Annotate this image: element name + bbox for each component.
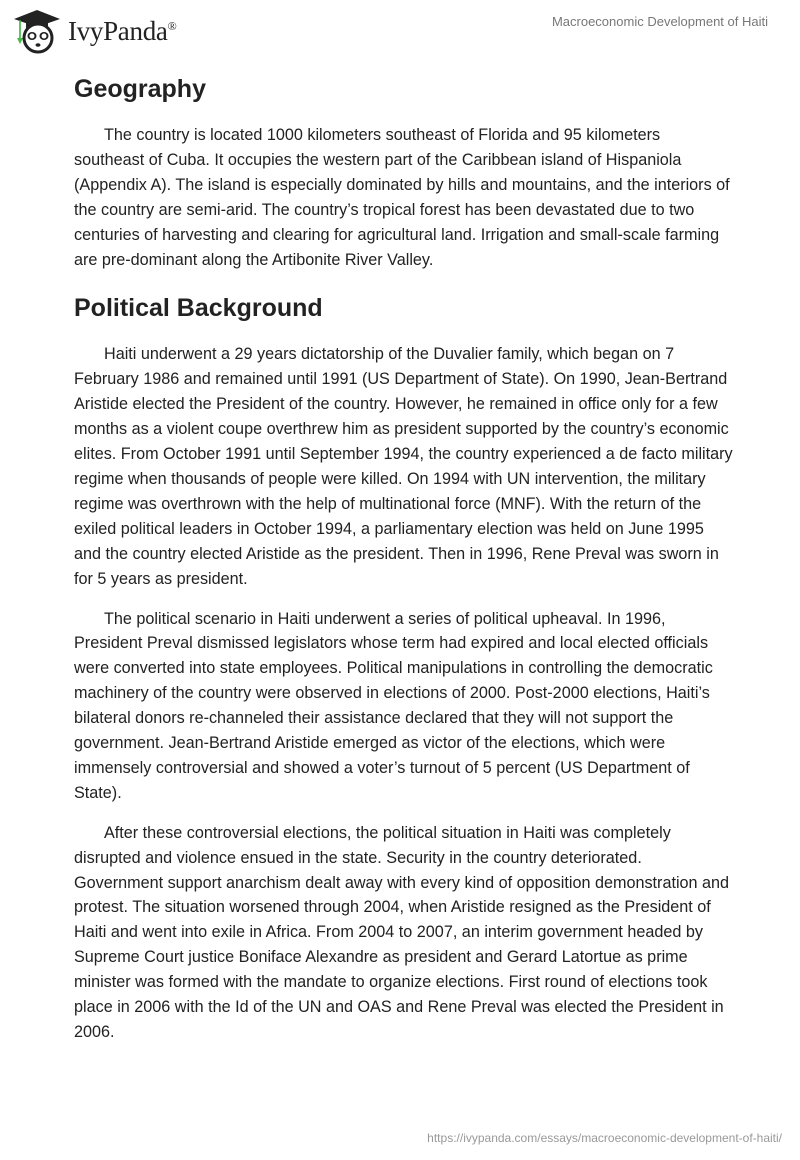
- paragraph: The political scenario in Haiti underwent a series of political upheaval. In 1996, President Preval dismissed legislators whose term had expired and local elected officials were converted into state employees. Political manipulations in controlling the democratic machinery of the country were observed in elections of 2000. Post-2000 elections, Haiti’s bilateral donors re-channeled their assistance declared that they will not support the government. Jean-Bertrand Aristide emerged as victor of the elections, which were immensely controversial and showed a voter’s turnout of 5 percent (US Department of State).: [74, 609, 713, 802]
- heading-geography: Geography: [74, 75, 206, 103]
- source-url[interactable]: https://ivypanda.com/essays/macroeconomic-development-of-haiti/: [427, 1131, 782, 1145]
- panda-graduate-icon: [12, 8, 62, 54]
- ivypanda-logo[interactable]: [12, 8, 176, 54]
- logo-text: IvyPanda: [68, 15, 168, 46]
- heading-political-background: Political Background: [74, 294, 323, 323]
- registered-mark: ®: [167, 18, 177, 33]
- document-title: Macroeconomic Development of Haiti: [551, 14, 768, 29]
- paragraph: The country is located 1000 kilometers southeast of Florida and 95 kilometers southeast of Cuba. It occupies the western part of the Caribbean island of Hispaniola (Appendix A). The island is especially dominated by hills and mountains, and the interiors of the country are semi-arid. The country’s tropical forest has been devastated due to two centuries of harvesting and clearing for agricultural land. Irrigation and small-scale farming are pre-dominant along the Artibonite River Valley.: [74, 126, 730, 269]
- paragraph: Haiti underwent a 29 years dictatorship of the Duvalier family, which began on 7 February 1986 and remained until 1991 (US Department of State). On 1990, Jean-Bertrand Aristide elected the President of the country. However, he remained in office only for a few months as a violent coupe overthrew him as president supported by the country’s economic elites. From October 1991 until September 1994, the country experienced a de facto military regime when thousands of people were killed. On 1994 with UN intervention, the military regime was overthrown with the help of multinational force (MNF). With the return of the exiled political leaders in October 1994, a parliamentary election was held on June 1995 and the country elected Aristide as the president. Then in 1996, Rene Preval was sworn in for 5 years as president.: [74, 345, 733, 588]
- page-header: [0, 0, 800, 60]
- paragraph: After these controversial elections, the political situation in Haiti was completely disrupted and violence ensued in the state. Security in the country deteriorated. Government support anarchism dealt away with every kind of opposition demonstration and protest. The situation worsened through 2004, when Aristide resigned as the President of Haiti and went into exile in Africa. From 2004 to 2007, an interim government headed by Supreme Court justice Boniface Alexandre as president and Gerard Latortue as prime minister was formed with the mandate to organize elections. First round of elections took place in 2006 with the Id of the UN and OAS and Rene Preval was elected the President in 2006.: [74, 823, 730, 1041]
- article-body: [74, 70, 734, 1045]
